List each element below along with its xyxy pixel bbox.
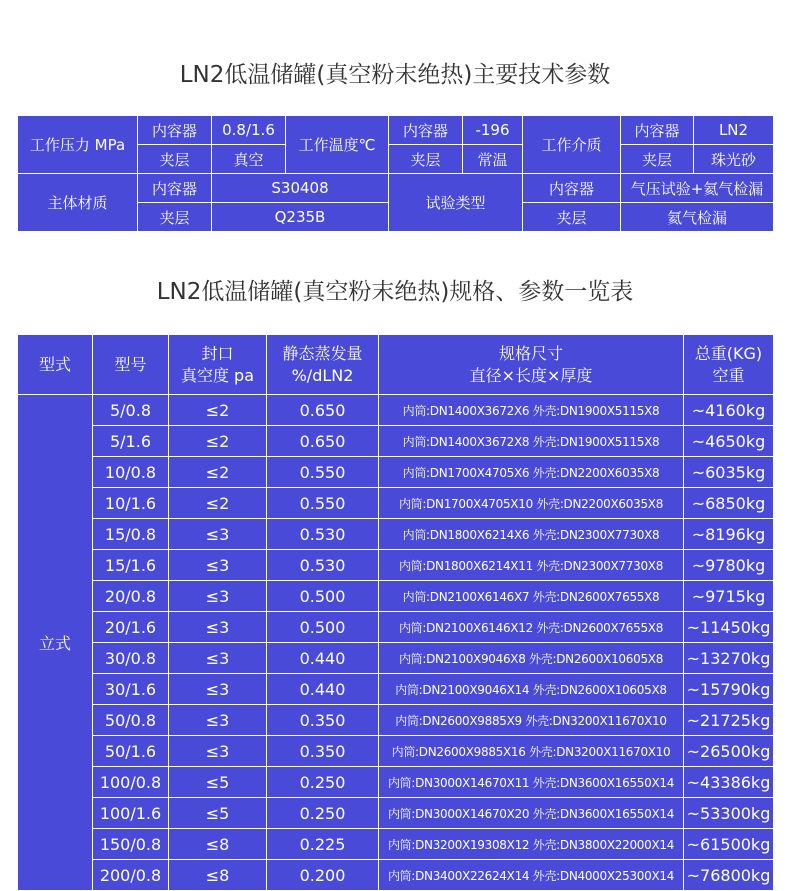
vacuum-cell: ≤2 [169,395,267,426]
material-label: 主体材质 [18,174,138,232]
material-inner-value: S30408 [212,174,389,203]
dimensions-cell: 内筒:DN2100X6146X7 外壳:DN2600X7655X8 [379,581,684,612]
medium-jacket-value: 珠光砂 [694,145,774,174]
dimensions-cell: 内筒:DN2100X9046X8 外壳:DN2600X10605X8 [379,643,684,674]
vacuum-cell: ≤8 [169,860,267,891]
model-cell: 20/1.6 [93,612,169,643]
table-row [18,426,774,457]
model-cell: 100/1.6 [93,798,169,829]
evaporation-cell: 0.650 [267,395,379,426]
specifications-table [17,334,774,891]
medium-label: 工作介质 [523,116,621,174]
header-dimensions: 规格尺寸 直径×长度×厚度 [379,335,684,395]
dimensions-cell: 内筒:DN1700X4705X6 外壳:DN2200X6035X8 [379,457,684,488]
table-row [18,798,774,829]
dimensions-cell: 内筒:DN3200X19308X12 外壳:DN3800X22000X14 [379,829,684,860]
weight-cell: ~6035kg [684,457,774,488]
vacuum-cell: ≤5 [169,767,267,798]
material-jacket-value: Q235B [212,203,389,232]
vacuum-cell: ≤3 [169,550,267,581]
table-row [18,736,774,767]
model-cell: 15/1.6 [93,550,169,581]
header-type: 型式 [18,335,93,395]
weight-cell: ~13270kg [684,643,774,674]
dimensions-cell: 内筒:DN3000X14670X11 外壳:DN3600X16550X14 [379,767,684,798]
weight-cell: ~6850kg [684,488,774,519]
table-row [18,705,774,736]
dimensions-cell: 内筒:DN1800X6214X6 外壳:DN2300X7730X8 [379,519,684,550]
specs-header-row [18,335,774,395]
table-row [18,643,774,674]
model-cell: 200/0.8 [93,860,169,891]
dimensions-cell: 内筒:DN1800X6214X11 外壳:DN2300X7730X8 [379,550,684,581]
weight-cell: ~26500kg [684,736,774,767]
pressure-label: 工作压力 MPa [18,116,138,174]
temperature-inner-label: 内容器 [389,116,463,145]
vacuum-cell: ≤2 [169,426,267,457]
vacuum-cell: ≤2 [169,457,267,488]
weight-cell: ~11450kg [684,612,774,643]
dimensions-cell: 内筒:DN1400X3672X8 外壳:DN1900X5115X8 [379,426,684,457]
vacuum-cell: ≤2 [169,488,267,519]
weight-cell: ~9715kg [684,581,774,612]
weight-cell: ~53300kg [684,798,774,829]
header-evaporation: 静态蒸发量 %/dLN2 [267,335,379,395]
weight-cell: ~4650kg [684,426,774,457]
weight-cell: ~15790kg [684,674,774,705]
table-row [18,829,774,860]
vacuum-cell: ≤8 [169,829,267,860]
evaporation-cell: 0.550 [267,488,379,519]
table-row [18,581,774,612]
table-row [18,860,774,891]
table-row [18,488,774,519]
model-cell: 50/1.6 [93,736,169,767]
dimensions-cell: 内筒:DN2100X6146X12 外壳:DN2600X7655X8 [379,612,684,643]
table-row [18,674,774,705]
weight-cell: ~9780kg [684,550,774,581]
model-cell: 5/1.6 [93,426,169,457]
params-row-3 [18,174,774,203]
weight-cell: ~8196kg [684,519,774,550]
model-cell: 20/0.8 [93,581,169,612]
medium-jacket-label: 夹层 [621,145,694,174]
params-table-title: LN2低温储罐(真空粉末绝热)主要技术参数 [179,62,611,88]
evaporation-cell: 0.650 [267,426,379,457]
evaporation-cell: 0.530 [267,550,379,581]
evaporation-cell: 0.530 [267,519,379,550]
evaporation-cell: 0.440 [267,643,379,674]
pressure-jacket-label: 夹层 [138,145,212,174]
medium-inner-value: LN2 [694,116,774,145]
evaporation-cell: 0.350 [267,705,379,736]
evaporation-cell: 0.200 [267,860,379,891]
technical-parameters-table [17,115,774,232]
model-cell: 30/0.8 [93,643,169,674]
weight-cell: ~61500kg [684,829,774,860]
temperature-jacket-label: 夹层 [389,145,463,174]
model-cell: 10/1.6 [93,488,169,519]
model-cell: 15/0.8 [93,519,169,550]
test-type-label: 试验类型 [389,174,523,232]
dimensions-cell: 内筒:DN3400X22624X14 外壳:DN4000X25300X14 [379,860,684,891]
model-cell: 10/0.8 [93,457,169,488]
pressure-inner-label: 内容器 [138,116,212,145]
test-inner-label: 内容器 [523,174,621,203]
pressure-jacket-value: 真空 [212,145,286,174]
vacuum-cell: ≤3 [169,643,267,674]
vacuum-cell: ≤3 [169,612,267,643]
model-cell: 150/0.8 [93,829,169,860]
pressure-inner-value: 0.8/1.6 [212,116,286,145]
vacuum-cell: ≤3 [169,736,267,767]
dimensions-cell: 内筒:DN2600X9885X9 外壳:DN3200X11670X10 [379,705,684,736]
weight-cell: ~21725kg [684,705,774,736]
dimensions-cell: 内筒:DN2100X9046X14 外壳:DN2600X10605X8 [379,674,684,705]
evaporation-cell: 0.250 [267,767,379,798]
test-inner-value: 气压试验+氦气检漏 [621,174,774,203]
material-inner-label: 内容器 [138,174,212,203]
vacuum-cell: ≤3 [169,674,267,705]
header-model: 型号 [93,335,169,395]
evaporation-cell: 0.250 [267,798,379,829]
test-jacket-value: 氦气检漏 [621,203,774,232]
evaporation-cell: 0.500 [267,612,379,643]
header-weight: 总重(KG) 空重 [684,335,774,395]
medium-inner-label: 内容器 [621,116,694,145]
temperature-jacket-value: 常温 [463,145,523,174]
evaporation-cell: 0.500 [267,581,379,612]
vacuum-cell: ≤3 [169,519,267,550]
dimensions-cell: 内筒:DN1400X3672X6 外壳:DN1900X5115X8 [379,395,684,426]
evaporation-cell: 0.440 [267,674,379,705]
temperature-label: 工作温度℃ [286,116,389,174]
test-jacket-label: 夹层 [523,203,621,232]
specs-table-title: LN2低温储罐(真空粉末绝热)规格、参数一览表 [156,279,634,305]
vacuum-cell: ≤3 [169,705,267,736]
dimensions-cell: 内筒:DN1700X4705X10 外壳:DN2200X6035X8 [379,488,684,519]
table-row [18,612,774,643]
vacuum-cell: ≤5 [169,798,267,829]
model-cell: 100/0.8 [93,767,169,798]
dimensions-cell: 内筒:DN3000X14670X20 外壳:DN3600X16550X14 [379,798,684,829]
evaporation-cell: 0.550 [267,457,379,488]
evaporation-cell: 0.350 [267,736,379,767]
weight-cell: ~76800kg [684,860,774,891]
type-cell: 立式 [18,395,93,891]
table-row [18,767,774,798]
material-jacket-label: 夹层 [138,203,212,232]
header-vacuum: 封口 真空度 pa [169,335,267,395]
table-row [18,457,774,488]
model-cell: 5/0.8 [93,395,169,426]
vacuum-cell: ≤3 [169,581,267,612]
temperature-inner-value: -196 [463,116,523,145]
table-row [18,519,774,550]
weight-cell: ~43386kg [684,767,774,798]
weight-cell: ~4160kg [684,395,774,426]
model-cell: 50/0.8 [93,705,169,736]
evaporation-cell: 0.225 [267,829,379,860]
params-row-1 [18,116,774,145]
model-cell: 30/1.6 [93,674,169,705]
dimensions-cell: 内筒:DN2600X9885X16 外壳:DN3200X11670X10 [379,736,684,767]
table-row [18,395,774,426]
table-row [18,550,774,581]
